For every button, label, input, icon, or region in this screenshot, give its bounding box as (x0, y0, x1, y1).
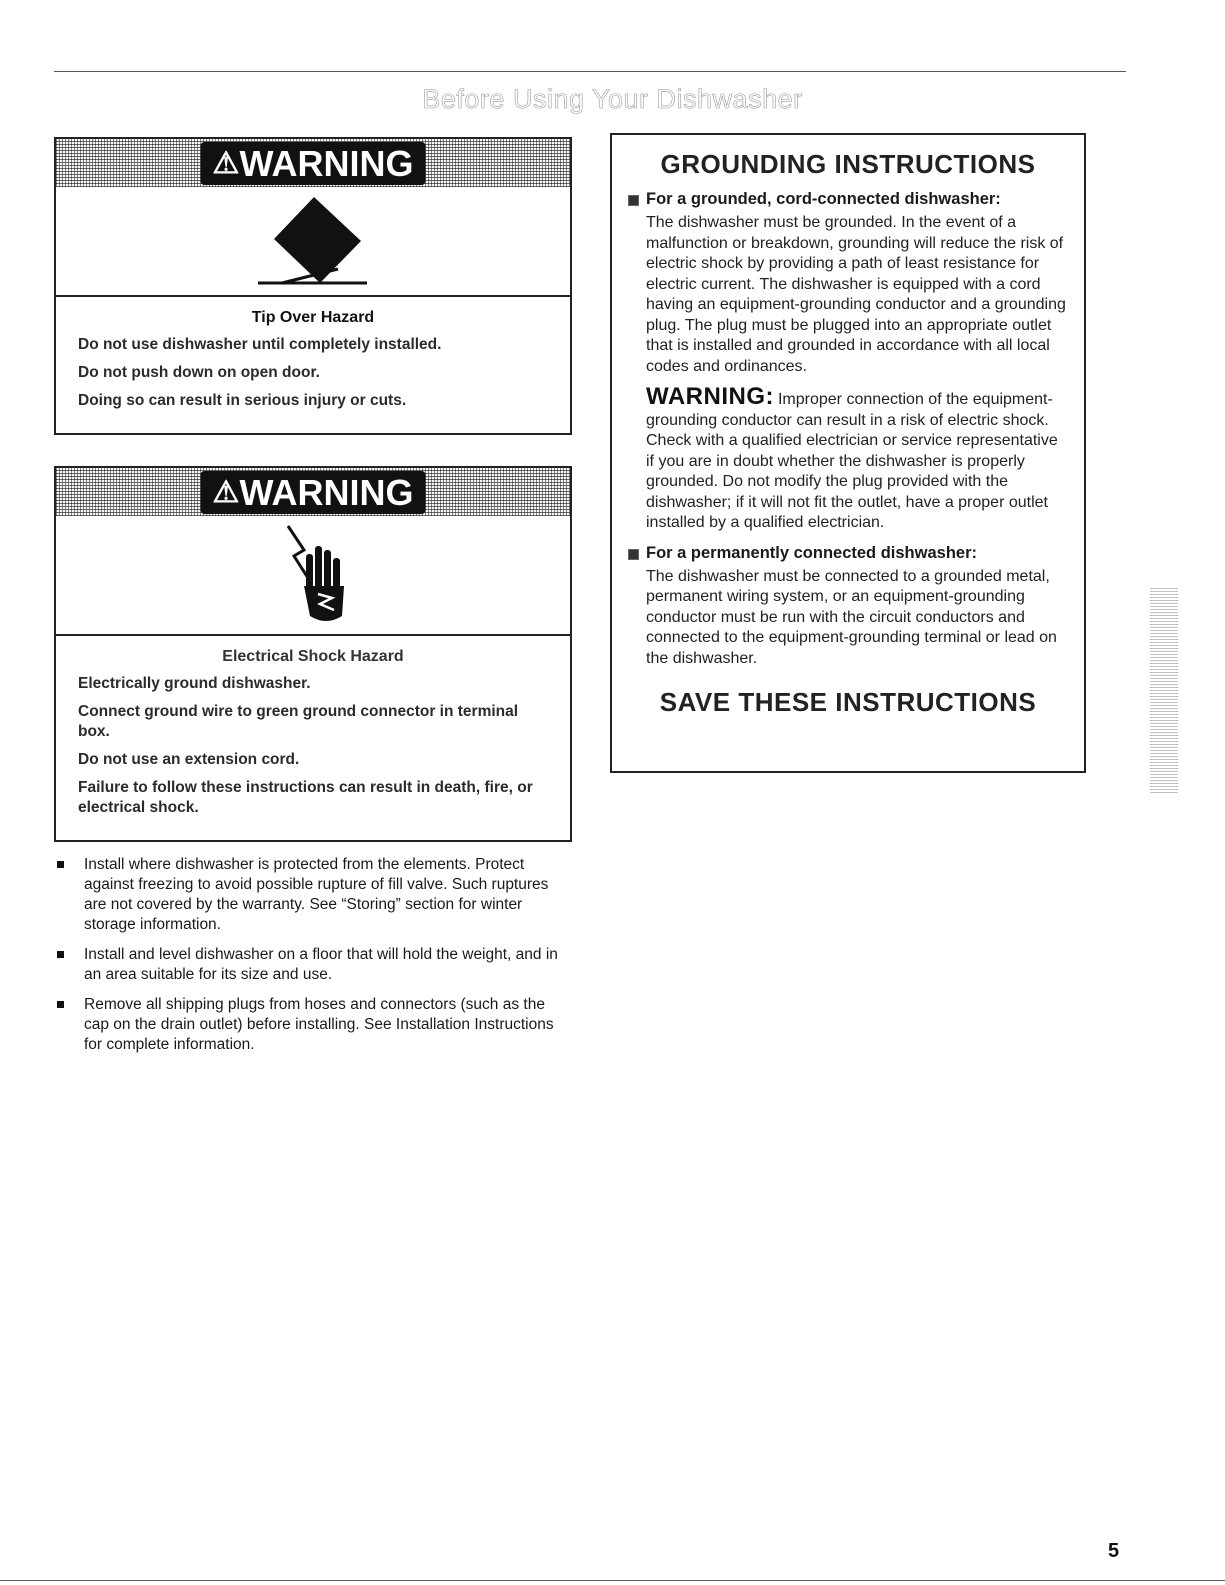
electrical-shock-warning-box (54, 466, 572, 842)
warning-line: Do not use an extension cord. (78, 751, 300, 768)
warning-line: Do not use dishwasher until completely installed. (78, 336, 442, 353)
save-instructions: SAVE THESE INSTRUCTIONS (659, 687, 1037, 717)
page-number: 5 (1108, 1540, 1120, 1562)
list-item: Install where dishwasher is protected from the elements. Protect against freezing to avoid possible rupture of fill valve. Such ruptures are not covered by the warranty. See “Storing” section for winter storage information. (54, 855, 574, 935)
top-rule (54, 71, 1126, 72)
warning-line: Do not push down on open door. (78, 364, 320, 381)
tip-over-warning-box (54, 137, 572, 435)
warning-line: Connect ground wire to green ground connector in terminal box. (78, 703, 519, 740)
warning-banner (56, 468, 570, 516)
tip-over-icon-area (56, 187, 570, 297)
permanent-connection-body: The dishwasher must be connected to a grounded metal, permanent wiring system, or an equipment-grounding conductor must be run with the circuit conductors and connected to the equipment-grounding terminal or lead on the dishwasher. (646, 567, 1057, 667)
bottom-rule (0, 1580, 1225, 1581)
hazard-title: Electrical Shock Hazard (222, 648, 404, 665)
warning-banner (56, 139, 570, 187)
warning-text (56, 636, 570, 840)
grounding-warning (628, 383, 1068, 534)
warning-text (56, 297, 570, 433)
hazard-title: Tip Over Hazard (251, 309, 375, 326)
grounded-cord-heading: For a grounded, cord-connected dishwasher: (628, 190, 1068, 209)
grounding-title: GROUNDING INSTRUCTIONS (660, 149, 1036, 179)
grounding-instructions-box (610, 133, 1086, 773)
list-item: Install and level dishwasher on a floor that will hold the weight, and in an area suitable for its size and use. (54, 945, 574, 985)
warning-label: ⚠WARNING (201, 142, 426, 185)
grounding-warning-body: Improper connection of the equipment-grounding conductor can result in a risk of electric shock. Check with a qualified electrician or service representative if you are in doubt whether the dishwasher is properly grounded. Do not modify the plug provided with the dishwasher; if it will not fit the outlet, have a proper outlet installed by a qualified electrician. (646, 391, 1058, 531)
alert-triangle-icon: ⚠ (212, 147, 240, 180)
warning-label: ⚠WARNING (201, 471, 426, 514)
grounding-warning-label: WARNING: (646, 383, 774, 410)
list-item: Remove all shipping plugs from hoses and connectors (such as the cap on the drain outlet) before installing. See Installation Instructions for complete information. (54, 995, 574, 1055)
warning-line: Doing so can result in serious injury or cuts. (78, 392, 407, 409)
alert-triangle-icon: ⚠ (212, 476, 240, 509)
permanent-connection-heading: For a permanently connected dishwasher: (628, 544, 1068, 563)
install-bullet-list (54, 855, 574, 1065)
warning-line: Electrically ground dishwasher. (78, 675, 311, 692)
grounded-cord-body: The dishwasher must be grounded. In the event of a malfunction or breakdown, grounding will reduce the risk of electric shock by providing a path of least resistance for electric current. The dishwasher is equipped with a cord having an equipment-grounding conductor and a grounding plug. The plug must be plugged into an appropriate outlet that is installed and grounded in accordance with all local codes and ordinances. (646, 214, 1066, 375)
side-tab (1150, 588, 1178, 793)
page-title: Before Using Your Dishwasher (422, 84, 803, 114)
warning-line: Failure to follow these instructions can result in death, fire, or electrical shock. (78, 779, 533, 816)
electrical-shock-icon-area (56, 516, 570, 636)
tip-over-icon (56, 187, 570, 295)
electrical-shock-icon (56, 516, 570, 634)
